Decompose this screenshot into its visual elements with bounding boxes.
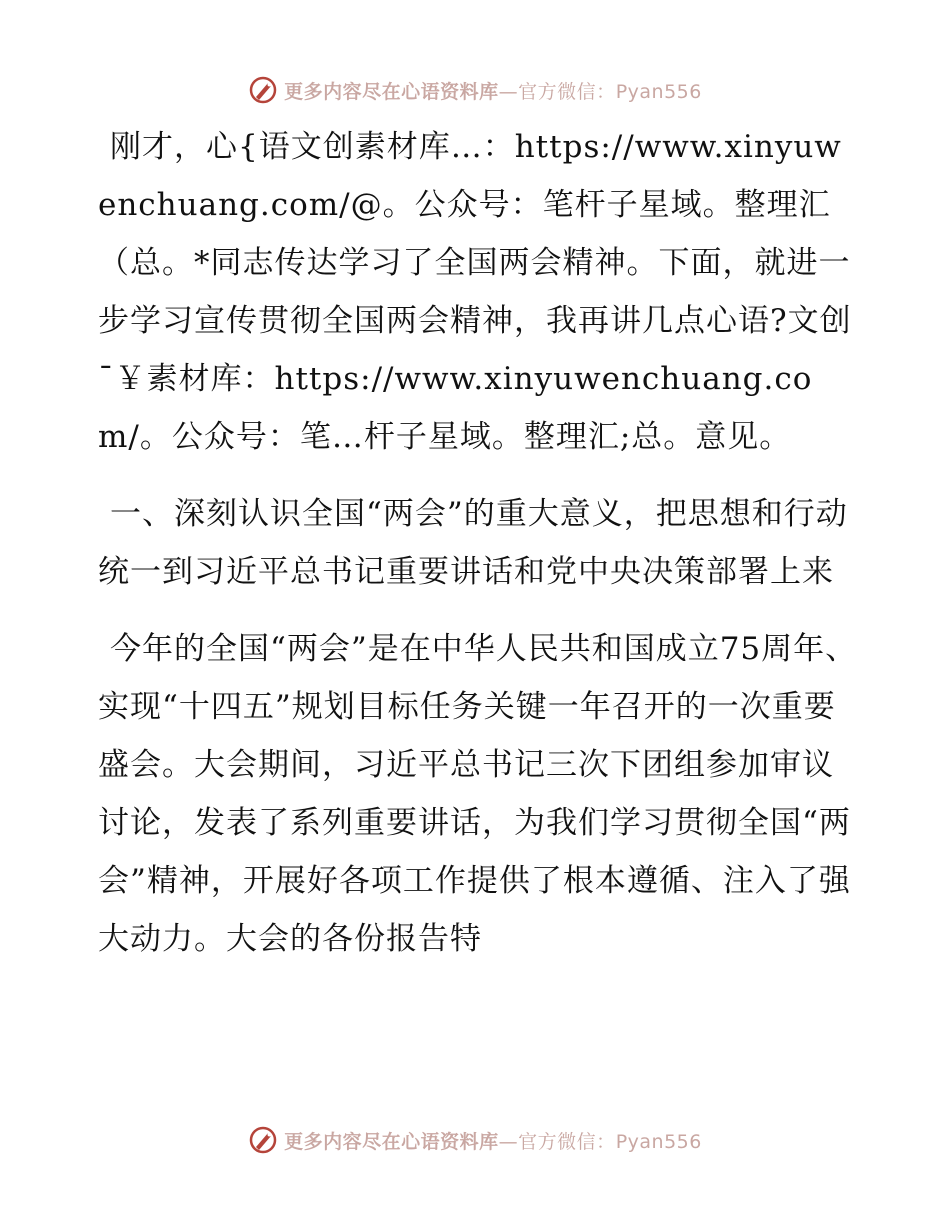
document-body <box>98 118 858 968</box>
watermark-main-text: 更多内容尽在心语资料库 <box>284 80 499 103</box>
watermark-main-text: 更多内容尽在心语资料库 <box>284 1130 499 1153</box>
watermark-separator: — <box>498 80 519 103</box>
watermark-wechat-label: 官方微信： <box>518 80 616 103</box>
watermark-text <box>284 1127 702 1154</box>
watermark-wechat-handle: Pyan556 <box>615 80 702 103</box>
section-heading-1: 一、深刻认识全国“两会”的重大意义，把思想和行动统一到习近平总书记重要讲话和党中央决策部署上来 <box>98 496 848 590</box>
paragraph-section-1: 今年的全国“两会”是在中华人民共和国成立75周年、实现“十四五”规划目标任务关键一年召开的一次重要盛会。大会期间，习近平总书记三次下团组参加审议讨论，发表了系列重要讲话，为我们学习贯彻全国“两会”精神，开展好各项工作提供了根本遵循、注入了强大动力。大会的各份报告特 <box>98 631 858 957</box>
watermark-text <box>284 77 702 104</box>
watermark-wechat-handle: Pyan556 <box>615 1130 702 1153</box>
watermark-separator: — <box>498 1130 519 1153</box>
header-watermark <box>0 70 950 110</box>
watermark-wechat-label: 官方微信： <box>518 1130 616 1153</box>
pen-seal-logo-icon <box>248 1125 278 1155</box>
paragraph-intro: 刚才，心{语文创素材库…：https://www.xinyuwenchuang.com/@。公众号：笔杆子星域。整理汇（总。*同志传达学习了全国两会精神。下面，就进一步学习宣传贯彻全国两会精神，我再讲几点心语?文创¯￥素材库：https://www.xinyuwenchuang.com/。公众号：笔…杆子星域。整理汇;总。意见。 <box>98 129 852 455</box>
footer-watermark <box>0 1120 950 1160</box>
pen-seal-logo-icon <box>248 75 278 105</box>
